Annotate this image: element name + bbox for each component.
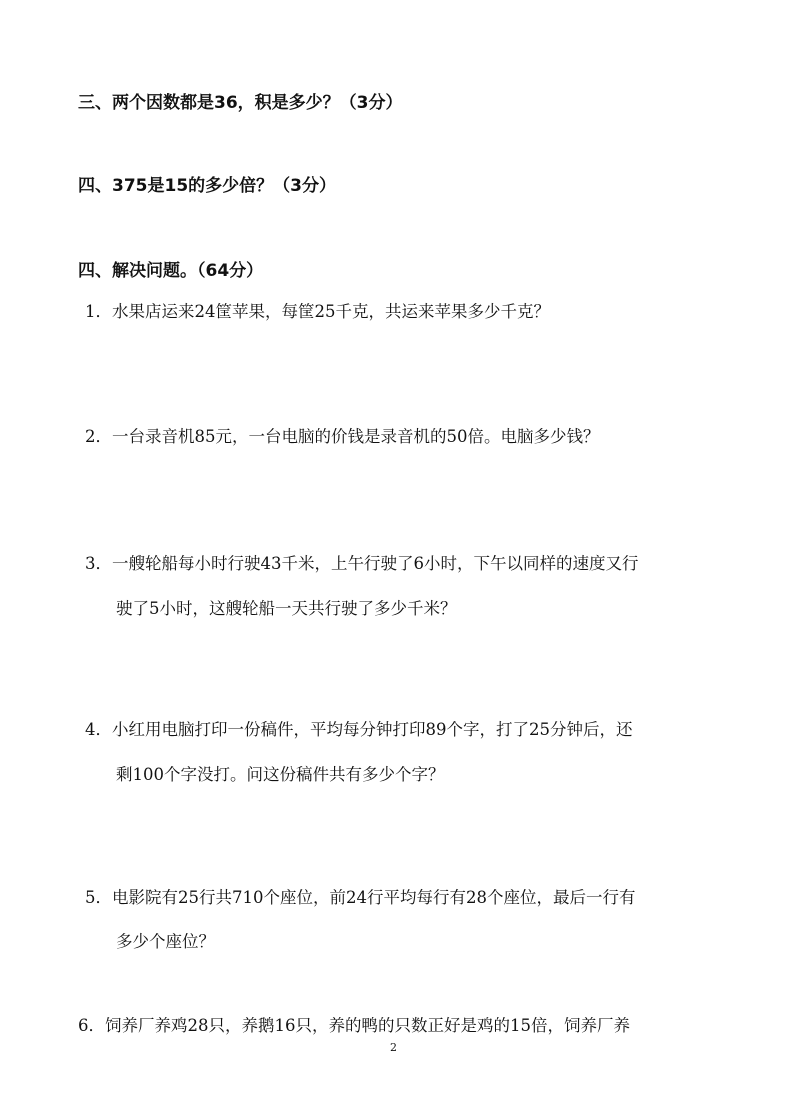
problem-3-line-2: 驶了5小时，这艘轮船一天共行驶了多少千米？ [116, 599, 457, 618]
problem-4-line-1: 4．小红用电脑打印一份稿件，平均每分钟打印89个字，打了25分钟后，还 [85, 720, 633, 739]
page-number: 2 [390, 1041, 397, 1054]
section-heading-word-problems: 四、解决问题。（64分） [78, 261, 264, 281]
section-heading-multiple: 四、375是15的多少倍？（3分） [78, 176, 336, 196]
problem-5-line-2: 多少个座位？ [116, 932, 215, 951]
problem-2-line-1: 2．一台录音机85元，一台电脑的价钱是录音机的50倍。电脑多少钱？ [85, 427, 600, 446]
problem-3-line-1: 3．一艘轮船每小时行驶43千米，上午行驶了6小时，下午以同样的速度又行 [85, 554, 639, 573]
problem-1-line-1: 1．水果店运来24筐苹果，每筐25千克，共运来苹果多少千克？ [85, 302, 550, 321]
problem-4-line-2: 剩100个字没打。问这份稿件共有多少个字？ [116, 765, 445, 784]
problem-5-line-1: 5．电影院有25行共710个座位，前24行平均每行有28个座位，最后一行有 [85, 888, 636, 907]
problem-6-line-1: 6．饲养厂养鸡28只，养鹅16只，养的鸭的只数正好是鸡的15倍，饲养厂养 [78, 1016, 630, 1035]
section-heading-factors: 三、两个因数都是36，积是多少？（3分） [78, 93, 403, 113]
